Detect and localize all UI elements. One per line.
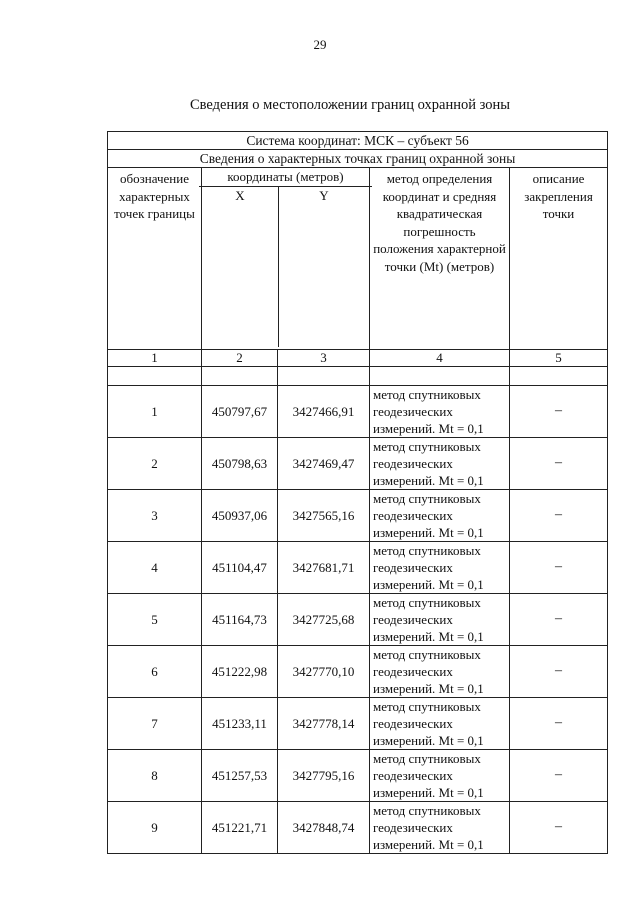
column-number-row bbox=[108, 350, 608, 367]
coord-y-cell: 3427770,10 bbox=[278, 646, 370, 698]
table-row bbox=[108, 542, 608, 594]
point-number-cell: 6 bbox=[108, 646, 202, 698]
boundary-points-table bbox=[107, 131, 608, 854]
coord-x-cell: 450797,67 bbox=[202, 386, 278, 438]
coord-x-cell: 451222,98 bbox=[202, 646, 278, 698]
method-cell: метод спутниковых геодезических измерений. Mt = 0,1 bbox=[370, 646, 510, 698]
point-number-cell: 7 bbox=[108, 698, 202, 750]
description-cell: – bbox=[510, 542, 608, 594]
method-cell: метод спутниковых геодезических измерений. Mt = 0,1 bbox=[370, 490, 510, 542]
table-subtitle: Сведения о характерных точках границ охранной зоны bbox=[108, 150, 608, 168]
method-cell: метод спутниковых геодезических измерений. Mt = 0,1 bbox=[370, 438, 510, 490]
header-coordinates bbox=[202, 168, 370, 350]
coord-x-cell: 451164,73 bbox=[202, 594, 278, 646]
table-row bbox=[108, 386, 608, 438]
coord-y-cell: 3427565,16 bbox=[278, 490, 370, 542]
point-number-cell: 5 bbox=[108, 594, 202, 646]
header-description: описание закрепления точки bbox=[510, 168, 608, 350]
coord-x-cell: 451221,71 bbox=[202, 802, 278, 854]
coord-y-cell: 3427795,16 bbox=[278, 750, 370, 802]
point-number-cell: 8 bbox=[108, 750, 202, 802]
method-cell: метод спутниковых геодезических измерений. Mt = 0,1 bbox=[370, 594, 510, 646]
coord-y-cell: 3427681,71 bbox=[278, 542, 370, 594]
method-cell: метод спутниковых геодезических измерений. Mt = 0,1 bbox=[370, 750, 510, 802]
column-number: 5 bbox=[510, 350, 608, 367]
method-cell: метод спутниковых геодезических измерений. Mt = 0,1 bbox=[370, 802, 510, 854]
coord-x-cell: 451257,53 bbox=[202, 750, 278, 802]
description-cell: – bbox=[510, 646, 608, 698]
point-number-cell: 2 bbox=[108, 438, 202, 490]
table-row bbox=[108, 802, 608, 854]
table-row bbox=[108, 594, 608, 646]
point-number-cell: 1 bbox=[108, 386, 202, 438]
column-number: 2 bbox=[202, 350, 278, 367]
description-cell: – bbox=[510, 802, 608, 854]
header-designation: обозначение характерных точек границы bbox=[108, 168, 202, 350]
coord-x-cell: 451104,47 bbox=[202, 542, 278, 594]
coord-x-cell: 450798,63 bbox=[202, 438, 278, 490]
header-x: X bbox=[202, 187, 279, 347]
coord-x-cell: 451233,11 bbox=[202, 698, 278, 750]
description-cell: – bbox=[510, 698, 608, 750]
point-number-cell: 4 bbox=[108, 542, 202, 594]
table-row bbox=[108, 698, 608, 750]
coord-y-cell: 3427466,91 bbox=[278, 386, 370, 438]
header-y: Y bbox=[319, 187, 329, 203]
point-number-cell: 9 bbox=[108, 802, 202, 854]
coordinate-system-caption: Система координат: МСК – субъект 56 bbox=[108, 132, 608, 150]
coord-x-cell: 450937,06 bbox=[202, 490, 278, 542]
coord-y-cell: 3427469,47 bbox=[278, 438, 370, 490]
coord-y-cell: 3427778,14 bbox=[278, 698, 370, 750]
table-row bbox=[108, 490, 608, 542]
column-number: 3 bbox=[278, 350, 370, 367]
coord-y-cell: 3427725,68 bbox=[278, 594, 370, 646]
header-method: метод определения координат и средняя квадратическая погрешность положения характерной точки (Mt) (метров) bbox=[370, 168, 510, 350]
page-number: 29 bbox=[313, 37, 327, 52]
column-number: 1 bbox=[108, 350, 202, 367]
column-number: 4 bbox=[370, 350, 510, 367]
description-cell: – bbox=[510, 750, 608, 802]
document-title: Сведения о местоположении границ охранной зоны bbox=[189, 97, 510, 113]
description-cell: – bbox=[510, 490, 608, 542]
spacer-row bbox=[108, 367, 608, 386]
header-coordinates-title: координаты (метров) bbox=[199, 168, 372, 187]
description-cell: – bbox=[510, 594, 608, 646]
method-cell: метод спутниковых геодезических измерений. Mt = 0,1 bbox=[370, 386, 510, 438]
table-row bbox=[108, 646, 608, 698]
description-cell: – bbox=[510, 386, 608, 438]
table-row bbox=[108, 750, 608, 802]
table-row bbox=[108, 438, 608, 490]
method-cell: метод спутниковых геодезических измерений. Mt = 0,1 bbox=[370, 698, 510, 750]
method-cell: метод спутниковых геодезических измерений. Mt = 0,1 bbox=[370, 542, 510, 594]
point-number-cell: 3 bbox=[108, 490, 202, 542]
description-cell: – bbox=[510, 438, 608, 490]
coord-y-cell: 3427848,74 bbox=[278, 802, 370, 854]
